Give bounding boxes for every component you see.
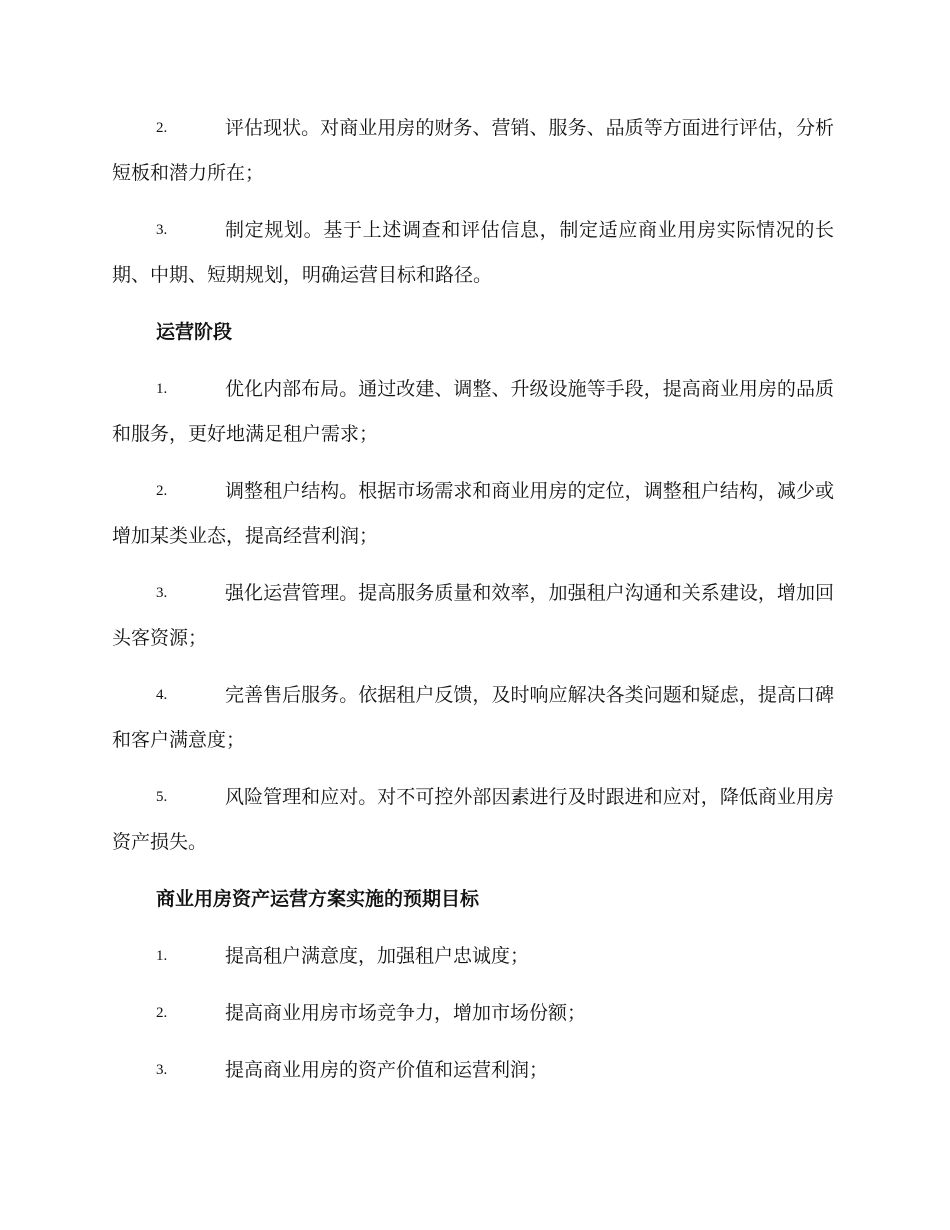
list-item-number: 2. xyxy=(156,120,168,136)
list-item xyxy=(112,673,834,763)
list-item-text: 风险管理和应对。对不可控外部因素进行及时跟进和应对，降低商业用房资产损失。 xyxy=(112,786,834,853)
list-item-text: 强化运营管理。提高服务质量和效率，加强租户沟通和关系建设，增加回头客资源； xyxy=(112,582,834,649)
list-item xyxy=(112,775,834,865)
list-item xyxy=(112,1048,834,1093)
section-heading-expected-goals: 商业用房资产运营方案实施的预期目标 xyxy=(156,888,480,910)
list-item-number: 1. xyxy=(156,381,168,397)
list-item xyxy=(112,934,834,979)
list-item-number: 4. xyxy=(156,687,168,703)
list-item xyxy=(112,571,834,661)
list-item-text: 提高租户满意度，加强租户忠诚度； xyxy=(225,945,530,967)
list-item-text: 完善售后服务。依据租户反馈，及时响应解决各类问题和疑虑，提高口碑和客户满意度； xyxy=(112,684,834,751)
list-item-number: 5. xyxy=(156,789,168,805)
list-item-text: 调整租户结构。根据市场需求和商业用房的定位，调整租户结构，减少或增加某类业态，提高经营利润； xyxy=(112,480,834,547)
list-item-number: 2. xyxy=(156,483,168,499)
list-item-number: 3. xyxy=(156,222,168,238)
list-item-text: 评估现状。对商业用房的财务、营销、服务、品质等方面进行评估，分析短板和潜力所在； xyxy=(112,117,834,184)
list-item-number: 1. xyxy=(156,948,168,964)
list-item-number: 3. xyxy=(156,585,168,601)
list-item xyxy=(112,991,834,1036)
document-content xyxy=(112,106,834,1105)
list-item-number: 2. xyxy=(156,1005,168,1021)
list-item-text: 制定规划。基于上述调查和评估信息，制定适应商业用房实际情况的长期、中期、短期规划，明确运营目标和路径。 xyxy=(112,219,834,286)
list-item xyxy=(112,367,834,457)
section-heading-operation-stage: 运营阶段 xyxy=(156,321,233,343)
list-item-text: 提高商业用房市场竞争力，增加市场份额； xyxy=(225,1002,587,1024)
list-item xyxy=(112,208,834,298)
list-item-number: 3. xyxy=(156,1062,168,1078)
list-item-text: 优化内部布局。通过改建、调整、升级设施等手段，提高商业用房的品质和服务，更好地满足租户需求； xyxy=(112,378,834,445)
list-item-text: 提高商业用房的资产价值和运营利润； xyxy=(225,1059,549,1081)
list-item xyxy=(112,469,834,559)
list-item xyxy=(112,106,834,196)
